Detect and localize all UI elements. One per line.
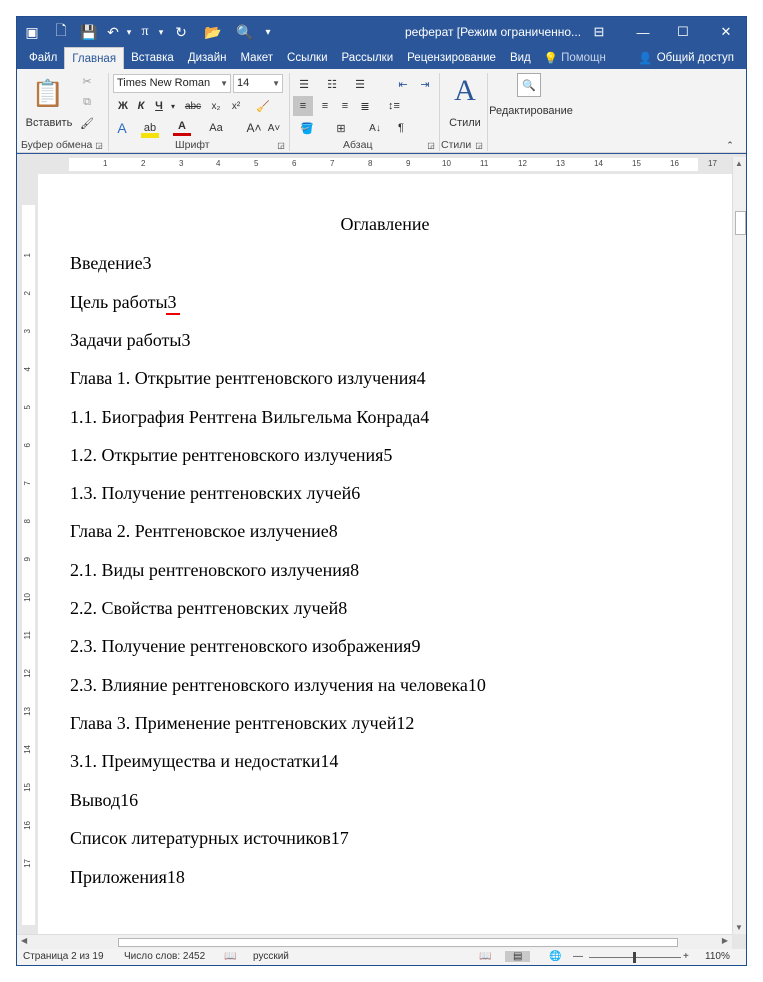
cut-icon[interactable]: ✂ [82,75,92,88]
toc-entry[interactable]: 1.3. Получение рентгеновских лучей6 [70,483,361,503]
font-size-value: 14 [237,77,250,89]
ruler-tick: 5 [254,159,259,168]
ruler-tick: 15 [632,159,641,168]
bold-button[interactable]: Ж [118,100,128,112]
font-size-combo[interactable] [233,74,283,93]
toc-entry[interactable]: Цель работы3 [70,292,177,312]
sort-icon[interactable]: A↓ [369,122,381,134]
ruler-tick: 9 [406,159,411,168]
paragraph-group-label: Абзац [343,139,373,151]
close-button[interactable]: ✕ [720,24,732,39]
ruler-tick: 12 [518,159,527,168]
styles-group-label: Стили [441,139,472,151]
ruler-tick: 13 [23,707,32,716]
font-color-icon[interactable]: A [173,118,191,136]
zoom-in-button[interactable]: + [683,951,689,962]
align-right-icon[interactable]: ≡ [341,100,349,112]
toc-entry[interactable]: 1.2. Открытие рентгеновского излучения5 [70,445,393,465]
print-preview-icon[interactable]: 🔍 [236,23,254,40]
ruler-tick: 7 [23,481,32,486]
undo-icon[interactable]: ↶ [107,23,119,40]
maximize-button[interactable]: ☐ [677,24,689,39]
font-group-label: Шрифт [175,139,210,151]
open-folder-icon[interactable]: 📂 [204,23,222,40]
editing-button[interactable]: Редактирование [489,105,573,117]
horizontal-ruler [17,157,732,173]
toc-entry[interactable]: Список литературных источников17 [70,828,349,848]
toc-entry[interactable]: 2.3. Влияние рентгеновского излучения на человека10 [70,675,486,695]
share-label: Общий доступ [656,52,734,64]
separator [289,73,290,151]
zoom-level[interactable]: 110% [705,951,730,962]
format-painter-icon[interactable]: 🖌 [80,117,94,130]
editing-icon[interactable]: 🔍 [517,73,541,97]
ruler-tick: 9 [23,557,32,562]
new-document-icon[interactable]: 🗋 [55,22,67,38]
window-title: реферат [Режим ограниченно... [405,25,582,39]
tab-mailings[interactable]: Рассылки [341,52,394,64]
paragraph-launcher-icon[interactable]: ◲ [427,140,435,150]
page-counter[interactable]: Страница 2 из 19 [23,951,104,962]
zoom-out-button[interactable]: — [573,951,583,962]
toc-entry[interactable]: 2.3. Получение рентгеновского изображения9 [70,636,421,656]
separator [487,73,488,151]
read-mode-icon[interactable]: 📖 [479,951,492,962]
ribbon-display-options-icon[interactable]: ⊟ [593,24,605,39]
paste-button[interactable]: Вставить [25,117,73,129]
ruler-tick: 2 [23,291,32,296]
ruler-tick: 14 [594,159,603,168]
ruler-text-area [69,158,698,171]
ruler-tick: 4 [216,159,221,168]
ruler-tick: 11 [480,159,489,168]
ruler-tick: 5 [23,405,32,410]
proofing-icon[interactable]: 📖 [224,951,237,962]
vertical-scroll-thumb[interactable] [735,211,746,235]
decrease-indent-icon[interactable]: ⇤ [398,78,408,91]
toc-entry[interactable]: Вывод16 [70,790,139,810]
ruler-tick: 16 [23,821,32,830]
align-left-icon[interactable]: ≡ [293,96,313,116]
increase-indent-icon[interactable]: ⇥ [420,78,430,91]
toc-entry[interactable]: Введение3 [70,253,152,273]
styles-button[interactable]: Стили [449,117,481,129]
clear-formatting-icon[interactable]: 🧹 [256,100,270,113]
equation-dropdown-icon[interactable]: ▾ [158,26,164,37]
text-effects-icon[interactable]: A [117,120,127,136]
redo-icon[interactable]: ↻ [175,23,187,40]
word-count[interactable]: Число слов: 2452 [124,951,206,962]
title-bar [17,17,747,47]
ruler-tick: 17 [708,159,717,168]
toc-entry[interactable]: Глава 3. Применение рентгеновских лучей12 [70,713,415,733]
ruler-tick: 4 [23,367,32,372]
ruler-tick: 2 [141,159,146,168]
ruler-text-area [22,205,35,925]
horizontal-scroll-thumb[interactable] [118,938,678,947]
align-center-icon[interactable]: ≡ [321,100,329,112]
borders-icon[interactable]: ⊞ [336,122,346,135]
font-launcher-icon[interactable]: ◲ [277,140,285,150]
toc-entry[interactable]: 2.1. Виды рентгеновского излучения8 [70,560,360,580]
grow-font-icon[interactable]: A˄ [246,121,262,135]
tab-design[interactable]: Дизайн [187,52,227,64]
spelling-squiggle [166,312,180,315]
ribbon-home [17,69,747,153]
chevron-down-icon: ▼ [220,79,228,88]
ruler-tick: 3 [23,329,32,334]
line-spacing-icon[interactable]: ↕≡ [388,100,400,112]
ruler-tick: 8 [368,159,373,168]
zoom-slider-thumb[interactable] [633,952,636,963]
collapse-ribbon-icon[interactable]: ⌃ [726,139,734,150]
font-name-combo[interactable] [113,74,231,93]
ruler-tick: 10 [23,593,32,602]
ruler-tick: 8 [23,519,32,524]
ruler-tick: 14 [23,745,32,754]
separator [108,73,109,151]
tab-references[interactable]: Ссылки [287,52,328,64]
chevron-down-icon: ▼ [272,79,280,88]
toc-entry[interactable]: 2.2. Свойства рентгеновских лучей8 [70,598,348,618]
ruler-tick: 1 [23,253,32,258]
toc-heading[interactable]: Оглавление [340,214,430,234]
ruler-tick: 15 [23,783,32,792]
toc-entry[interactable]: Задачи работы3 [70,330,191,350]
font-name-value: Times New Roman [117,77,211,89]
toc-entry[interactable]: 1.1. Биография Рентгена Вильгельма Конрада4 [70,407,430,427]
status-bar [17,949,747,966]
numbering-icon[interactable]: ☷ [327,78,337,91]
ruler-tick: 10 [442,159,451,168]
toc-entry[interactable]: Глава 2. Рентгеновское излучение8 [70,521,338,541]
highlight-icon[interactable]: ab [141,118,159,138]
clipboard-launcher-icon[interactable]: ◲ [95,140,103,150]
subscript-button[interactable]: x₂ [211,100,221,112]
document-area[interactable] [38,174,732,934]
ruler-tick: 11 [23,631,32,640]
ruler-tick: 6 [23,443,32,448]
undo-dropdown-icon[interactable]: ▾ [126,26,132,37]
ruler-tick: 1 [103,159,108,168]
scroll-up-icon[interactable]: ▲ [735,159,743,168]
ruler-tick: 3 [179,159,184,168]
copy-icon[interactable]: ⧉ [83,95,91,108]
toc-entry[interactable]: Глава 1. Открытие рентгеновского излучения4 [70,368,426,388]
scroll-down-icon[interactable]: ▼ [735,923,743,932]
scroll-right-icon[interactable]: ▶ [721,936,728,945]
vertical-ruler [21,175,37,935]
web-layout-icon[interactable]: 🌐 [549,951,562,962]
tab-home[interactable]: Главная [64,47,124,69]
ruler-tick: 17 [23,859,32,868]
superscript-button[interactable]: x² [231,100,241,112]
scroll-left-icon[interactable]: ◀ [21,936,28,945]
styles-icon[interactable]: A [454,74,476,107]
ribbon-tabs [17,47,747,69]
multilevel-list-icon[interactable]: ☰ [355,78,365,91]
person-icon: 👤 [638,53,653,65]
tab-view[interactable]: Вид [509,52,531,64]
tell-me-label: Помощн [561,52,606,64]
equation-icon[interactable]: π [141,24,149,39]
bullets-icon[interactable]: ☰ [299,78,309,91]
styles-launcher-icon[interactable]: ◲ [475,140,483,150]
share-button[interactable] [638,47,734,69]
language-indicator[interactable]: русский [253,951,289,962]
separator [439,73,440,151]
word-window [16,16,747,966]
clipboard-group-label: Буфер обмена [21,139,93,151]
print-layout-icon[interactable]: ▤ [505,951,530,962]
save-icon[interactable]: 💾 [80,23,98,40]
tab-insert[interactable]: Вставка [131,52,174,64]
toc-entry[interactable]: 3.1. Преимущества и недостатки14 [70,751,339,771]
minimize-button[interactable]: — [636,24,650,40]
ruler-tick: 16 [670,159,679,168]
show-formatting-icon[interactable]: ¶ [398,122,404,134]
tab-layout[interactable]: Макет [240,52,274,64]
tell-me-box[interactable] [538,47,612,69]
change-case-icon[interactable]: Aa [209,122,223,134]
toc-entry[interactable]: Приложения18 [70,867,185,887]
lightbulb-icon: 💡 [543,53,559,65]
tab-review[interactable]: Рецензирование [407,52,496,64]
customize-toolbar-icon[interactable]: ▾ [265,26,271,38]
shading-icon[interactable]: 🪣 [300,122,314,135]
window-menu-icon[interactable]: ▣ [25,23,39,40]
horizontal-scrollbar[interactable] [17,934,732,949]
tab-file[interactable]: Файл [29,52,58,64]
shrink-font-icon[interactable]: A˅ [267,122,281,134]
strikethrough-button[interactable]: abc [184,100,202,112]
ruler-tick: 13 [556,159,565,168]
justify-icon[interactable]: ≣ [360,100,370,113]
ruler-tick: 7 [330,159,335,168]
document-page[interactable] [38,174,732,934]
italic-button[interactable]: К [137,100,145,112]
ruler-tick: 6 [292,159,297,168]
vertical-scrollbar[interactable] [732,157,747,934]
underline-button[interactable]: Ч [155,100,163,112]
underline-dropdown-icon[interactable]: ▾ [170,101,175,111]
ruler-tick: 12 [23,669,32,678]
paste-icon[interactable]: 📋 [31,77,65,108]
